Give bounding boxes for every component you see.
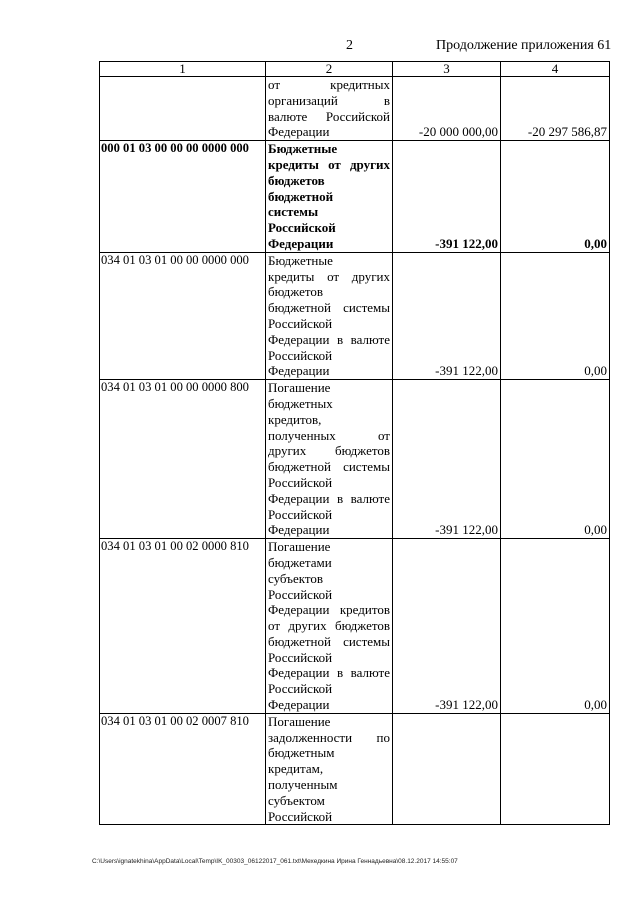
name-line: бюджетов [268,284,324,300]
budget-code-cell: 034 01 03 01 00 02 0007 810 [100,713,266,825]
name-line: Российской [268,474,333,490]
name-line: кредитов, [268,411,322,427]
name-line: Российской [268,220,336,236]
planned-amount-cell: -391 122,00 [393,380,501,539]
planned-amount-cell [393,713,501,825]
budget-code-cell: 034 01 03 01 00 02 0000 810 [100,539,266,714]
name-line: кредиты от других [268,156,390,172]
name-line: бюджетной системы [268,459,390,475]
planned-amount-cell: -391 122,00 [393,141,501,253]
budget-code-cell [100,77,266,141]
name-line: Бюджетные [268,141,338,157]
table-row [100,77,610,141]
budget-code-cell: 034 01 03 01 00 00 0000 800 [100,380,266,539]
name-line: задолженности по [268,729,390,745]
planned-amount-cell: -20 000 000,00 [393,77,501,141]
name-line: Федерации [268,363,330,379]
name-line: Бюджетные [268,252,333,268]
table-row [100,539,610,714]
budget-item-name-cell [266,539,393,714]
name-line: Погашение [268,539,331,555]
appendix-continuation-title: Продолжение приложения 61 [436,38,612,53]
name-line: бюджетной системы [268,633,390,649]
name-line: бюджетами [268,554,332,570]
table-header-row [100,62,610,77]
column-header: 4 [501,62,610,77]
name-line: бюджетов [268,172,325,188]
name-line: Федерации в валюте [268,331,390,347]
executed-amount-cell: -20 297 586,87 [501,77,610,141]
name-line: Федерации в валюте [268,665,390,681]
name-line: системы [268,204,319,220]
budget-code-cell: 034 01 03 01 00 00 0000 000 [100,252,266,379]
footer-file-path: C:\Users\ignatekhina\AppData\Local\Temp\IK_00303_06122017_061.txt\Мехедкина Ирина Геннадьевна\08.12.2017 14:55:07 [92,858,458,865]
budget-item-name-cell [266,77,393,141]
column-header: 2 [266,62,393,77]
name-line: Федерации кредитов [268,602,390,618]
name-line: Федерации [268,124,330,140]
budget-item-name-cell [266,252,393,379]
name-line: субъектов [268,570,324,586]
budget-code-cell: 000 01 03 00 00 00 0000 000 [100,141,266,253]
table-row [100,380,610,539]
budget-item-name-cell [266,713,393,825]
planned-amount-cell: -391 122,00 [393,252,501,379]
name-line: кредиты от других [268,268,390,284]
executed-amount-cell: 0,00 [501,539,610,714]
name-line: Российской [268,649,333,665]
name-line: Российской [268,315,333,331]
name-line: Федерации [268,697,330,713]
table-row [100,141,610,253]
budget-table [99,61,610,825]
name-line: бюджетной системы [268,300,390,316]
name-line: Погашение [268,380,331,396]
name-line: субъектом [268,792,325,808]
name-line: от кредитных [268,77,390,92]
name-line: Российской [268,506,333,522]
executed-amount-cell: 0,00 [501,141,610,253]
name-line: Федерации в валюте [268,490,390,506]
name-line: бюджетной [268,188,334,204]
name-line: других бюджетов [268,443,390,459]
name-line: валюте Российской [268,108,390,124]
planned-amount-cell: -391 122,00 [393,539,501,714]
name-line: организаций в [268,92,390,108]
name-line: Российской [268,347,333,363]
executed-amount-cell [501,713,610,825]
executed-amount-cell: 0,00 [501,380,610,539]
budget-item-name-cell [266,141,393,253]
name-line: Российской [268,808,333,824]
name-line: Федерации [268,522,330,538]
name-line: бюджетным [268,745,335,761]
executed-amount-cell: 0,00 [501,252,610,379]
table-row [100,252,610,379]
column-header: 3 [393,62,501,77]
name-line: кредитам, [268,761,324,777]
name-line: Российской [268,681,333,697]
name-line: Погашение [268,713,331,729]
budget-item-name-cell [266,380,393,539]
name-line: Федерации [268,235,334,251]
column-header: 1 [100,62,266,77]
name-line: полученных от [268,427,390,443]
name-line: от других бюджетов [268,618,390,634]
table-row [100,713,610,825]
name-line: Российской [268,586,333,602]
name-line: полученным [268,777,338,793]
page-number: 2 [346,38,353,53]
name-line: бюджетных [268,395,333,411]
